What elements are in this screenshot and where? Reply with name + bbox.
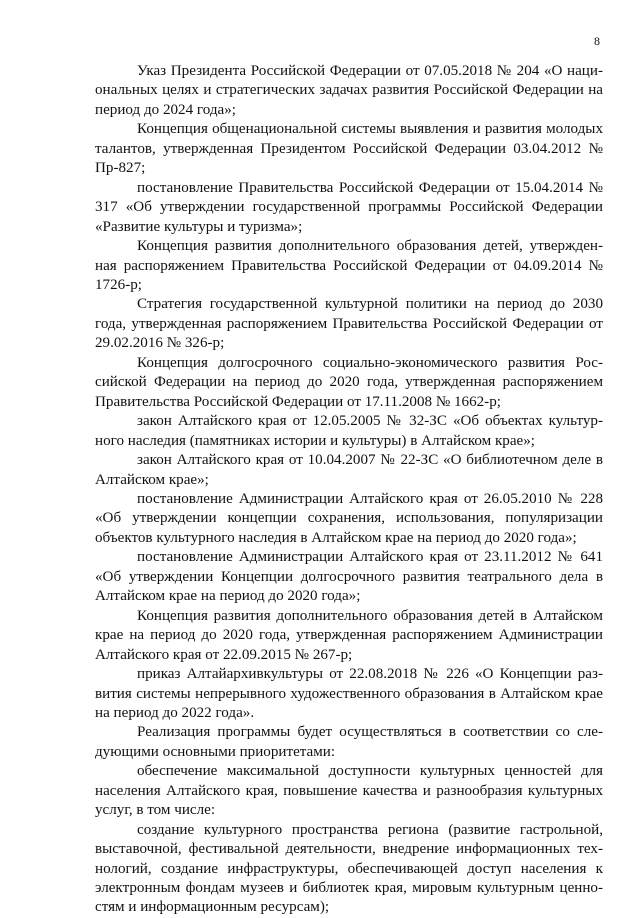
paragraph-resolution-228: постановление Администрации Алтайского края от 26.05.2010 № 228 «Об утверждении концепции сохранения, использования, популяризации объектов культурного наследия в Алтайском крае на период до 2020 года»; (95, 490, 603, 546)
paragraph-law-32-zs: закон Алтайского края от 12.05.2005 № 32-ЗС «Об объектах культурного наследия (памятниках истории и культуры) в Алтайском крае»; (95, 413, 603, 449)
paragraph-cultural-space: создание культурного пространства региона (развитие гастрольной, выставочной, фестивальной деятельности, внедрение информационных технологий, создание инфраструктуры, обеспечивающей доступ населения к электронным фондам музеев и библиотек края, мировым культурным ценностям и информационным ресурсам); (95, 821, 603, 916)
paragraph-resolution-641: постановление Администрации Алтайского края от 23.11.2012 № 641 «Об утверждении Концепции долгосрочного развития театрального дела в Алтайском крае на период до 2020 года»; (95, 549, 603, 605)
paragraph-regional-education-concept: Концепция развития дополнительного образования детей в Алтайском крае на период до 2020 года, утвержденная распоряжением Администрации Алтайского края от 22.09.2015 № 267-р; (95, 607, 603, 663)
paragraph-long-term-development-concept: Концепция долгосрочного социально-экономического развития Российской Федерации на период до 2020 года, утвержденная распоряжением Правительства Российской Федерации от 17.11.2008 № 1662-р; (95, 354, 603, 410)
paragraph-talents-concept: Концепция общенациональной системы выявления и развития молодых талантов, утвержденная Президентом Российской Федерации 03.04.2012 № Пр-827; (95, 121, 603, 177)
document-body (95, 62, 603, 918)
page-number: 8 (594, 34, 600, 48)
paragraph-decree-204: Указ Президента Российской Федерации от 07.05.2018 № 204 «О национальных целях и стратегических задачах развития Российской Федерации на период до 2024 года»; (95, 63, 603, 118)
paragraph-resolution-317: постановление Правительства Российской Федерации от 15.04.2014 № 317 «Об утверждении государственной программы Российской Федерации «Развитие культуры и туризма»; (95, 179, 603, 235)
paragraph-cultural-accessibility: обеспечение максимальной доступности культурных ценностей для населения Алтайского края, повышение качества и разнообразия культурных услуг, в том числе: (95, 763, 603, 819)
paragraph-cultural-policy-strategy: Стратегия государственной культурной политики на период до 2030 года, утвержденная распоряжением Правительства Российской Федерации от 29.02.2016 № 326-р; (95, 296, 603, 352)
paragraph-order-226: приказ Алтайархивкультуры от 22.08.2018 № 226 «О Концепции развития системы непрерывного художественного образования в Алтайском крае на период до 2022 года». (95, 666, 603, 721)
paragraph-program-priorities: Реализация программы будет осуществляться в соответствии со следующими основными приоритетами: (95, 724, 603, 760)
paragraph-law-22-zs: закон Алтайского края от 10.04.2007 № 22-ЗС «О библиотечном деле в Алтайском крае»; (95, 452, 603, 488)
paragraph-additional-education-concept: Концепция развития дополнительного образования детей, утвержденная распоряжением Правительства Российской Федерации от 04.09.2014 № 1726-р; (95, 238, 603, 293)
